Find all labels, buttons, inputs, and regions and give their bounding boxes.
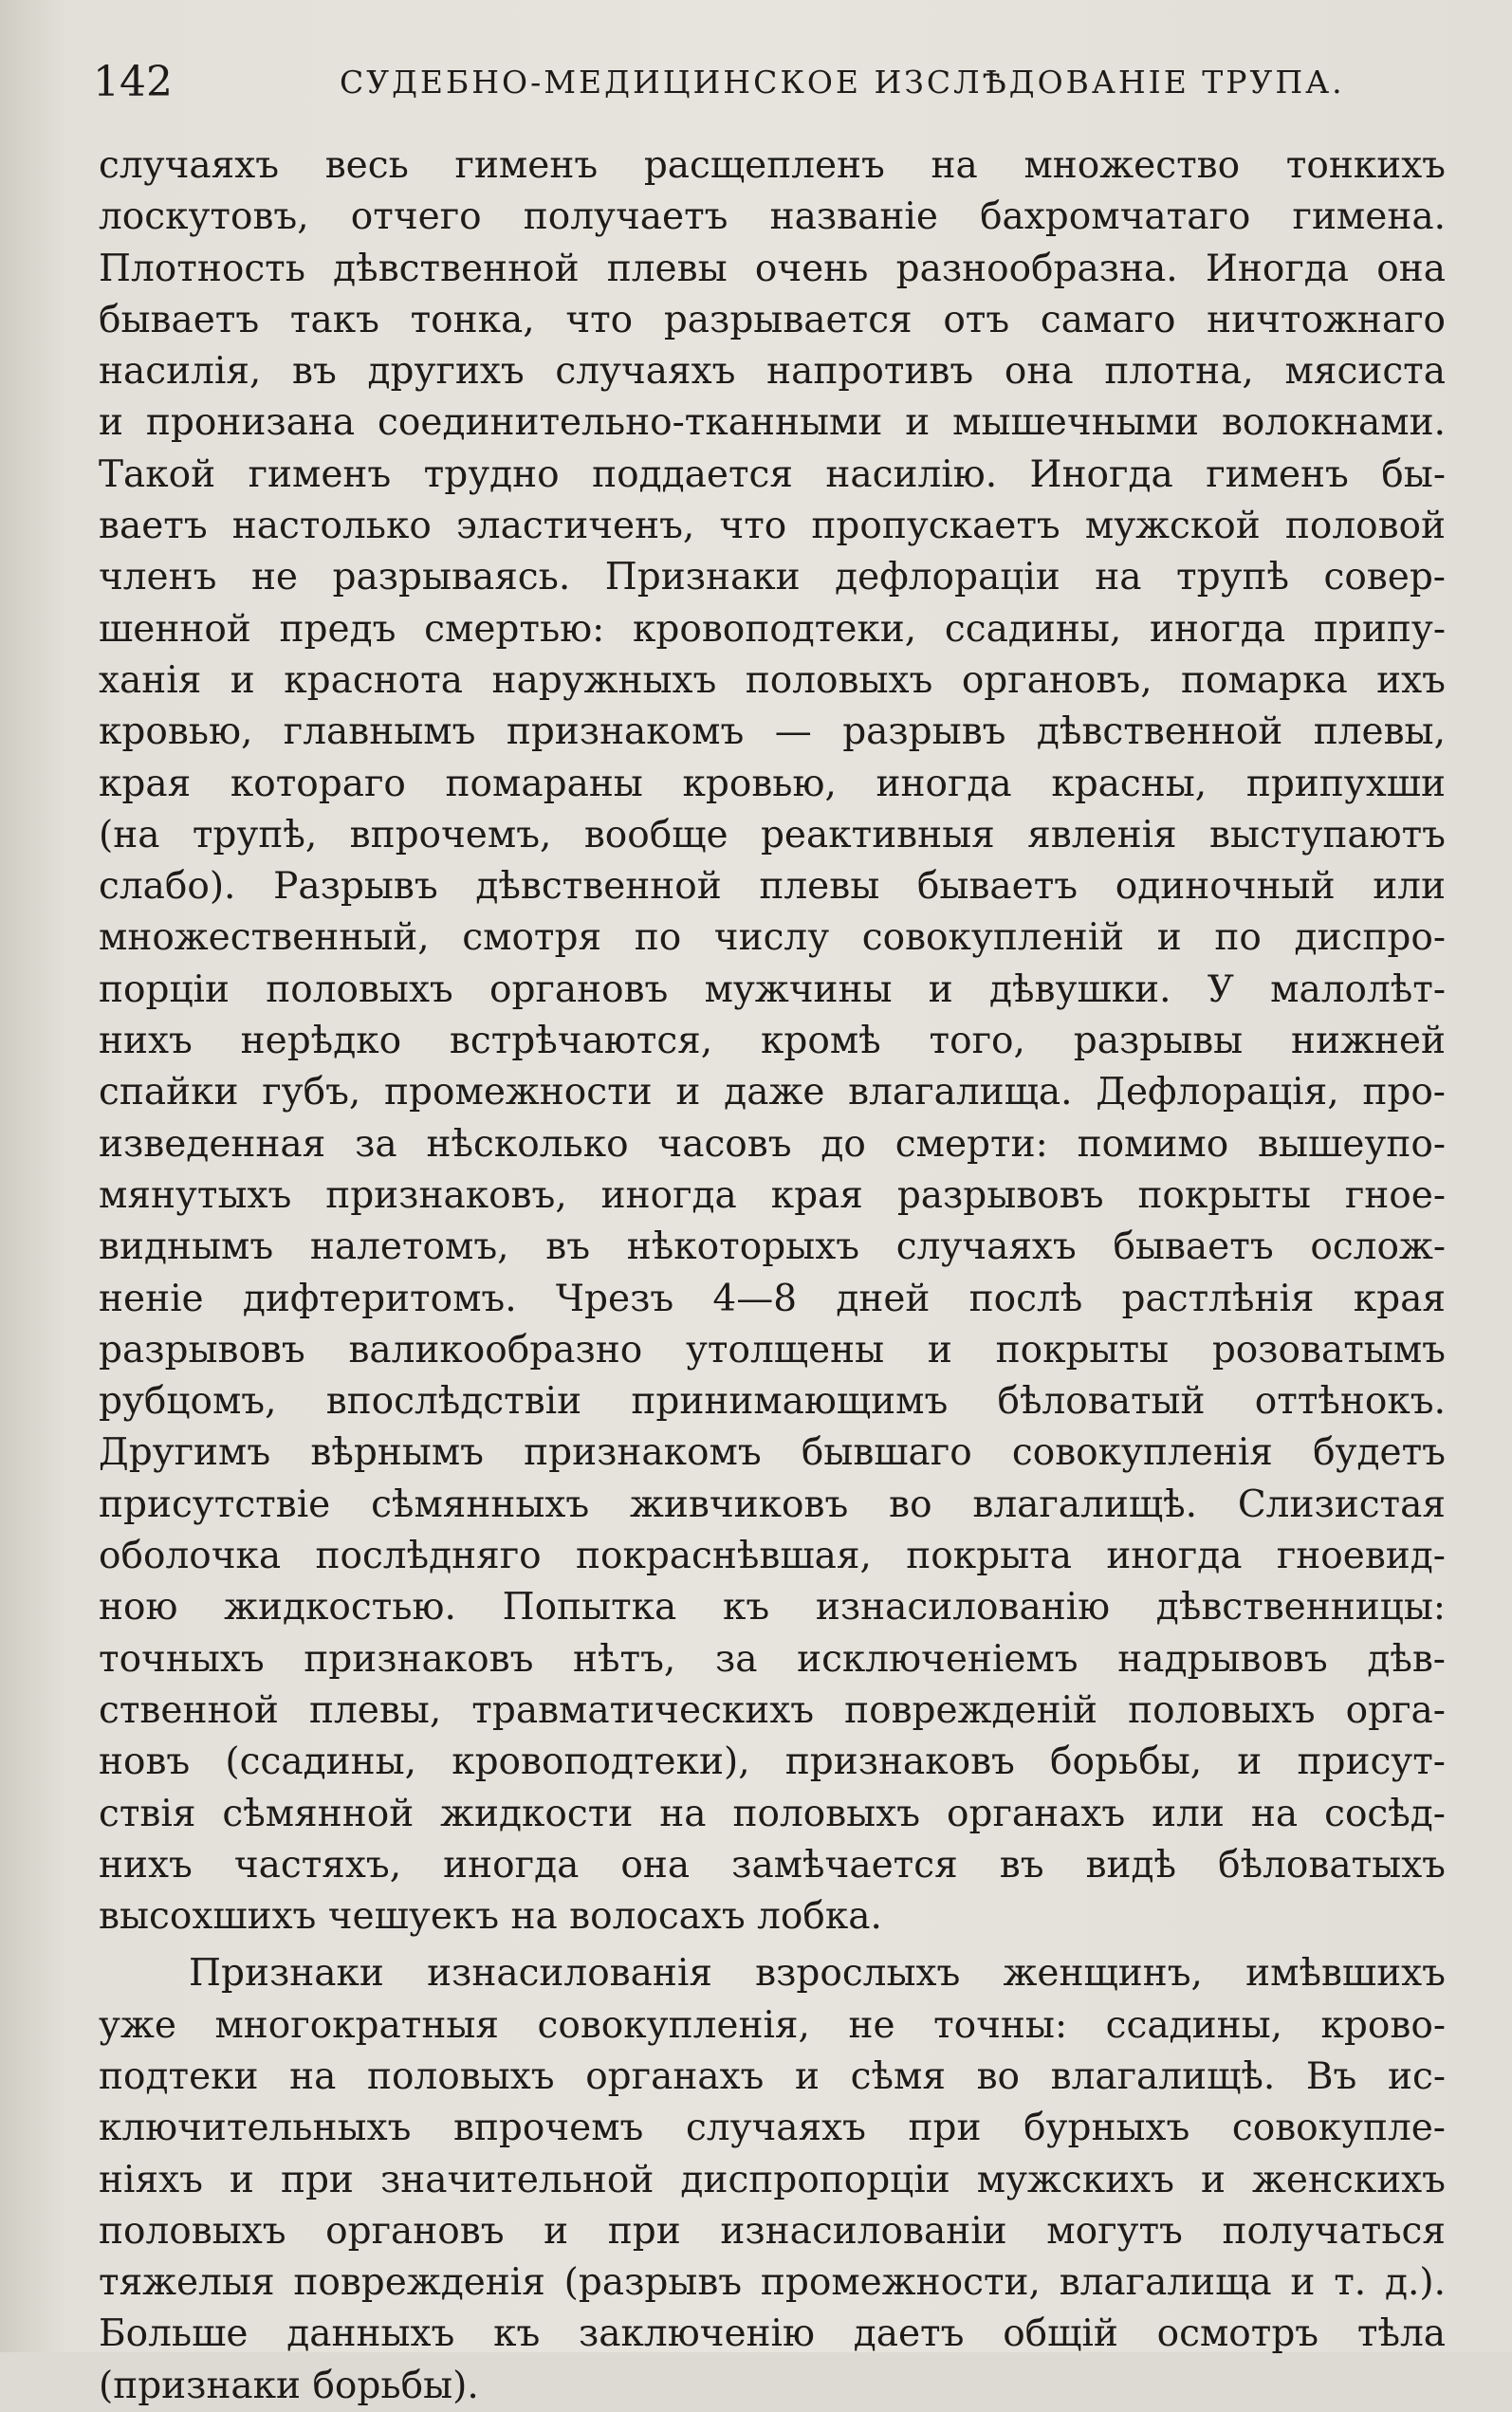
paragraph-1 xyxy=(99,140,1446,1942)
text-line: Такой гименъ трудно поддается насилію. Иногда гименъ бы- xyxy=(99,452,1446,496)
text-line: ключительныхъ впрочемъ случаяхъ при бурныхъ совокупле- xyxy=(99,2107,1446,2150)
text-line: Другимъ вѣрнымъ признакомъ бывшаго совокупленія будетъ xyxy=(99,1431,1446,1475)
text-line: Плотность дѣвственной плевы очень разнообразна. Иногда она xyxy=(99,247,1446,290)
text-line: присутствіе сѣмянныхъ живчиковъ во влагалищѣ. Слизистая xyxy=(99,1482,1446,1526)
text-line: спайки губъ, промежности и даже влагалища. Дефлорація, про- xyxy=(99,1071,1446,1114)
text-line: Больше данныхъ къ заключенію даетъ общій осмотръ тѣла xyxy=(99,2312,1446,2356)
text-line: уже многократныя совокупленія, не точны: ссадины, крово- xyxy=(99,2003,1446,2047)
text-line: изведенная за нѣсколько часовъ до смерти: помимо вышеупо- xyxy=(99,1122,1446,1166)
text-line: оболочка послѣдняго покраснѣвшая, покрыта иногда гноевид- xyxy=(99,1535,1446,1578)
text-line: половыхъ органовъ и при изнасилованіи могутъ получаться xyxy=(99,2209,1446,2253)
text-line: тяжелыя поврежденія (разрывъ промежности, влагалища и т. д.). xyxy=(99,2261,1446,2305)
body-text xyxy=(99,140,1446,2412)
text-line: виднымъ налетомъ, въ нѣкоторыхъ случаяхъ бываетъ ослож- xyxy=(99,1225,1446,1269)
text-line: края котораго помараны кровью, иногда красны, припухши xyxy=(99,762,1446,805)
text-line: Признаки изнасилованія взрослыхъ женщинъ, имѣвшихъ xyxy=(189,1952,1446,1996)
text-line: порціи половыхъ органовъ мужчины и дѣвушки. У малолѣт- xyxy=(99,967,1446,1011)
text-line: ствія сѣмянной жидкости на половыхъ органахъ или на сосѣд- xyxy=(99,1792,1446,1835)
text-line: и пронизана соединительно-тканными и мышечными волокнами. xyxy=(99,401,1446,445)
text-line: точныхъ признаковъ нѣтъ, за исключеніемъ надрывовъ дѣв- xyxy=(99,1637,1446,1681)
text-line: новъ (ссадины, кровоподтеки), признаковъ борьбы, и присут- xyxy=(99,1740,1446,1784)
text-line: множественный, смотря по числу совокупленій и по диспро- xyxy=(99,916,1446,960)
text-line: нихъ частяхъ, иногда она замѣчается въ видѣ бѣловатыхъ xyxy=(99,1843,1446,1887)
text-line: ханія и краснота наружныхъ половыхъ органовъ, помарка ихъ xyxy=(99,658,1446,702)
text-line: (признаки борьбы). xyxy=(99,2364,479,2407)
text-line: ніяхъ и при значительной диспропорціи мужскихъ и женскихъ xyxy=(99,2158,1446,2201)
text-line: случаяхъ весь гименъ расщепленъ на множество тонкихъ xyxy=(99,144,1446,187)
text-line: подтеки на половыхъ органахъ и сѣмя во влагалищѣ. Въ ис- xyxy=(99,2054,1446,2098)
text-line: (на трупѣ, впрочемъ, вообще реактивныя явленія выступаютъ xyxy=(99,813,1446,856)
text-line: рубцомъ, впослѣдствіи принимающимъ бѣловатый оттѣнокъ. xyxy=(99,1380,1446,1424)
running-head xyxy=(93,49,1468,116)
text-line: бываетъ такъ тонка, что разрывается отъ самаго ничтожнаго xyxy=(99,298,1446,341)
text-line: ною жидкостью. Попытка къ изнасилованію дѣвственницы: xyxy=(99,1586,1446,1629)
text-line: нихъ нерѣдко встрѣчаются, кромѣ того, разрывы нижней xyxy=(99,1020,1446,1063)
text-line: кровью, главнымъ признакомъ — разрывъ дѣвственной плевы, xyxy=(99,710,1446,754)
text-line: насилія, въ другихъ случаяхъ напротивъ она плотна, мясиста xyxy=(99,350,1446,394)
running-title: СУДЕБНО-МЕДИЦИНСКОЕ ИЗСЛѢДОВАНІЕ ТРУПА. xyxy=(340,64,1345,101)
text-line: разрывовъ валикообразно утолщены и покрыты розоватымъ xyxy=(99,1328,1446,1372)
text-line: неніе дифтеритомъ. Чрезъ 4—8 дней послѣ растлѣнія края xyxy=(99,1277,1446,1320)
text-line: высохшихъ чешуекъ на волосахъ лобка. xyxy=(99,1895,882,1939)
text-line: слабо). Разрывъ дѣвственной плевы бываетъ одиночный или xyxy=(99,865,1446,909)
text-line: членъ не разрываясь. Признаки дефлораціи на трупѣ совер- xyxy=(99,556,1446,599)
text-line: ственной плевы, травматическихъ поврежденій половыхъ орга- xyxy=(99,1688,1446,1732)
text-line: лоскутовъ, отчего получаетъ названіе бахромчатаго гимена. xyxy=(99,195,1446,239)
page-number: 142 xyxy=(93,58,173,106)
text-line: ваетъ настолько эластиченъ, что пропускаетъ мужской половой xyxy=(99,505,1446,548)
text-line: мянутыхъ признаковъ, иногда края разрывовъ покрыты гное- xyxy=(99,1173,1446,1217)
paragraph-2 xyxy=(99,1948,1446,2412)
text-line: шенной предъ смертью: кровоподтеки, ссадины, иногда припу- xyxy=(99,607,1446,651)
